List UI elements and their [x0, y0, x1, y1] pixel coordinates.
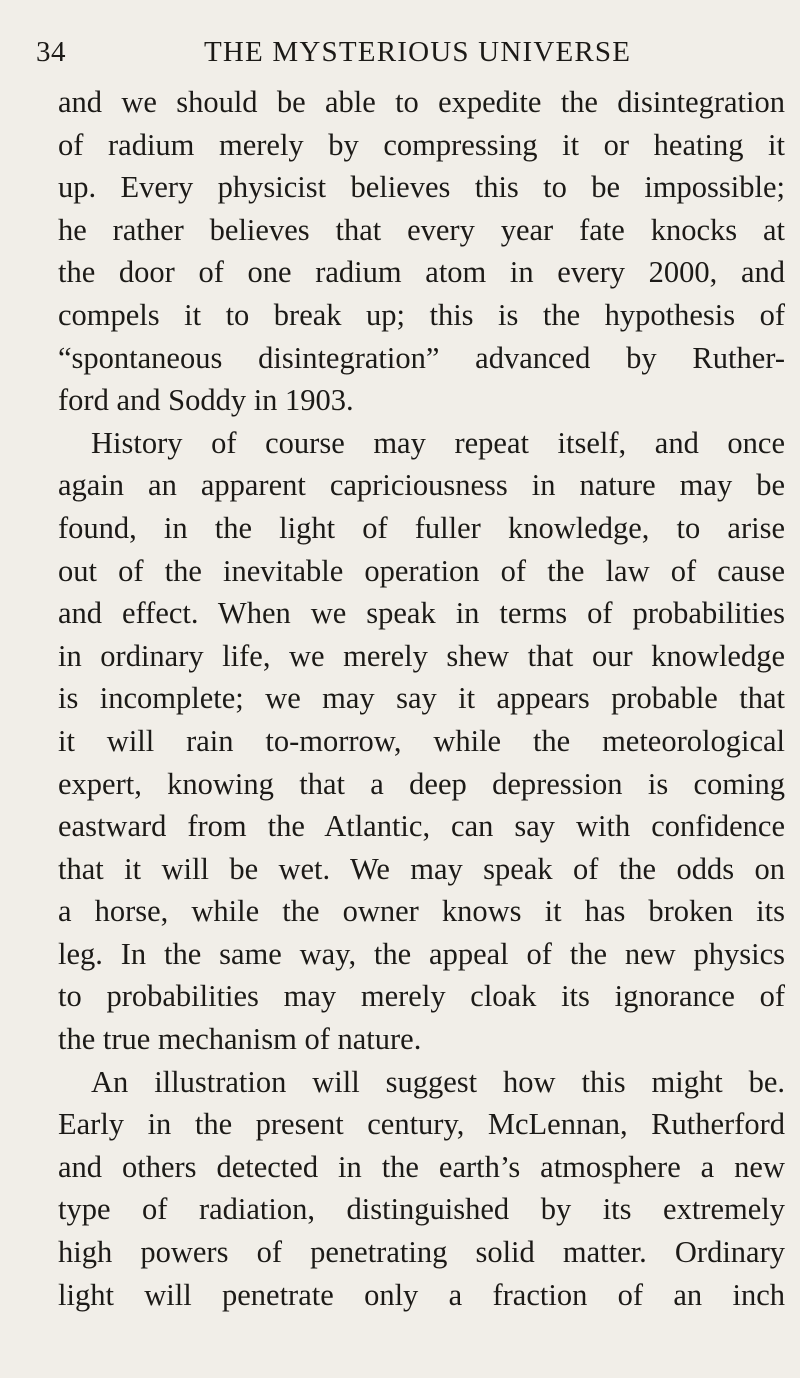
text-line: high powers of penetrating solid matter. Ordinary	[58, 1235, 785, 1270]
text-line: up. Every physicist believes this to be impossible;	[58, 170, 785, 205]
paragraph-end-line: the true mechanism of nature.	[58, 1022, 422, 1057]
page-number: 34	[36, 36, 66, 68]
text-line: leg. In the same way, the appeal of the new physics	[58, 936, 785, 971]
text-line: it will rain to-morrow, while the meteorological	[58, 723, 785, 758]
page-header	[36, 34, 772, 74]
paragraph-start-line: History of course may repeat itself, and once	[91, 425, 785, 460]
text-line: of radium merely by compressing it or heating it	[58, 127, 785, 162]
text-line: the door of one radium atom in every 2000, and	[58, 255, 785, 290]
body-text	[58, 81, 785, 1316]
text-line: and effect. When we speak in terms of probabilities	[58, 596, 785, 631]
running-title: THE MYSTERIOUS UNIVERSE	[204, 36, 632, 68]
text-line: type of radiation, distinguished by its extremely	[58, 1192, 785, 1227]
text-line: “spontaneous disintegration” advanced by Ruther-	[58, 340, 785, 375]
text-line: light will penetrate only a fraction of an inch	[58, 1277, 785, 1312]
text-line: is incomplete; we may say it appears probable that	[58, 681, 785, 716]
text-line: expert, knowing that a deep depression is coming	[58, 766, 785, 801]
text-line: and others detected in the earth’s atmosphere a new	[58, 1149, 785, 1184]
text-line: and we should be able to expedite the disintegration	[58, 85, 785, 119]
text-line: to probabilities may merely cloak its ignorance of	[58, 979, 785, 1014]
text-line: again an apparent capriciousness in nature may be	[58, 468, 785, 503]
text-line: in ordinary life, we merely shew that our knowledge	[58, 638, 785, 673]
text-line: found, in the light of fuller knowledge, to arise	[58, 510, 785, 545]
text-line: Early in the present century, McLennan, Rutherford	[58, 1107, 785, 1142]
paragraph-end-line: ford and Soddy in 1903.	[58, 383, 354, 418]
text-line: a horse, while the owner knows it has broken its	[58, 894, 785, 929]
text-line: out of the inevitable operation of the law of cause	[58, 553, 785, 588]
text-line: he rather believes that every year fate knocks at	[58, 212, 785, 247]
text-line: eastward from the Atlantic, can say with confidence	[58, 809, 785, 844]
text-line: compels it to break up; this is the hypothesis of	[58, 297, 785, 332]
text-line: that it will be wet. We may speak of the odds on	[58, 851, 785, 886]
paragraph-start-line: An illustration will suggest how this might be.	[91, 1064, 785, 1099]
